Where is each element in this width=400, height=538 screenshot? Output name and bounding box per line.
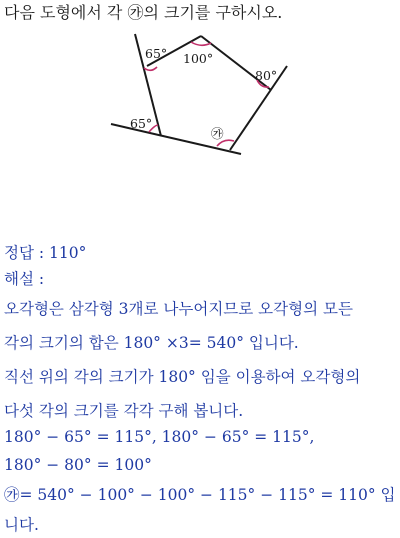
- solution-line: 직선 위의 각의 크기가 180° 임을 이용하여 오각형의: [4, 368, 361, 386]
- solution-line: 다섯 각의 크기를 각각 구해 봅니다.: [4, 402, 244, 420]
- angle-label-top-left: 65°: [145, 46, 168, 61]
- solution-heading: 해설 :: [4, 270, 45, 288]
- question-text: 다음 도형에서 각 ㉮의 크기를 구하시오.: [4, 3, 283, 22]
- angle-label-ga: ㉮: [211, 126, 224, 141]
- pentagon-figure: [105, 28, 295, 160]
- angle-label-top: 100°: [183, 51, 214, 66]
- angle-arc-ga: [217, 140, 234, 146]
- angle-arc-top-left: [144, 67, 157, 70]
- solution-line: 180° − 65° = 115°, 180° − 65° = 115°,: [4, 428, 315, 446]
- solution-line: 니다.: [4, 516, 39, 534]
- solution-line: ㉮= 540° − 100° − 100° − 115° − 115° = 110° 입: [4, 486, 396, 504]
- solution-line: 180° − 80° = 100°: [4, 456, 152, 474]
- angle-label-left: 65°: [130, 116, 153, 131]
- solution-line: 오각형은 삼각형 3개로 나누어지므로 오각형의 모든: [4, 300, 353, 318]
- angle-label-right: 80°: [255, 68, 278, 83]
- answer-text: 정답 : 110°: [4, 244, 87, 262]
- solution-line: 각의 크기의 합은 180° ×3= 540° 입니다.: [4, 334, 299, 352]
